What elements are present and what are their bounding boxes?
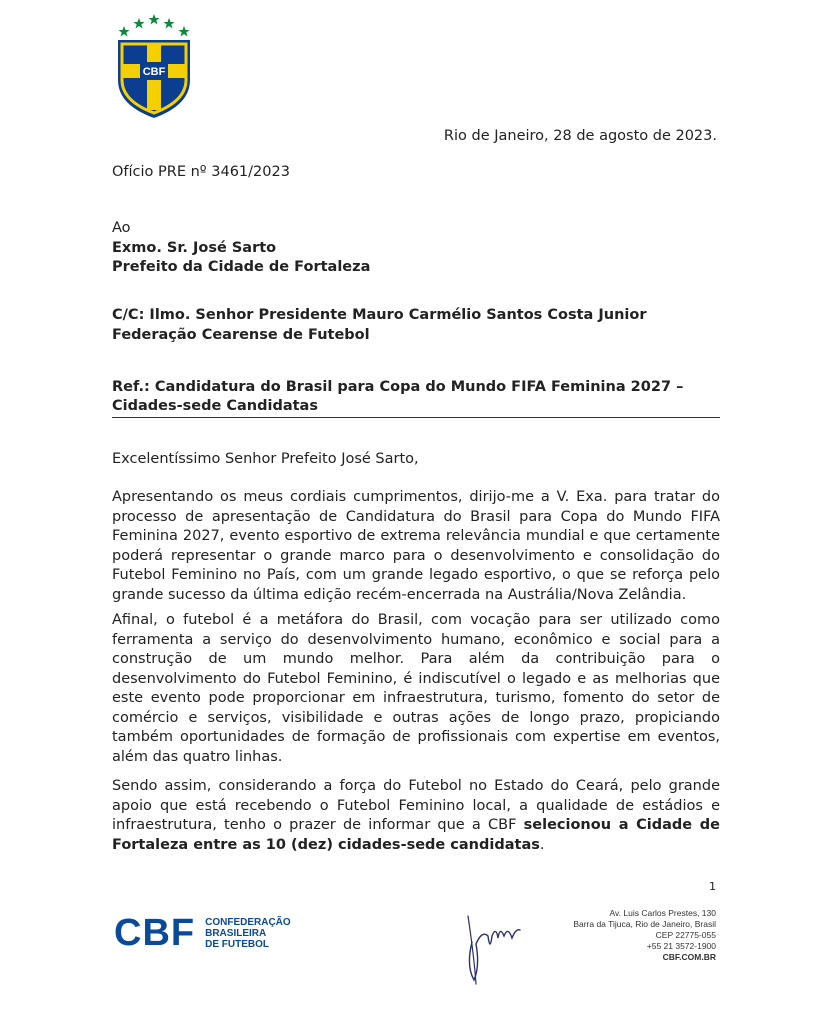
address-line-3: CEP 22775-055 [655,930,716,940]
signature-image [458,896,528,986]
paragraph-3-end: . [539,836,545,853]
paragraph-3-highlight: selecionou a Cidade de Fortaleza entre as 10 (dez) cidades-sede candidatas [112,817,720,853]
address-line-1: Av. Luis Carlos Prestes, 130 [609,908,716,918]
address-line-2: Barra da Tijuca, Rio de Janeiro, Brasil [573,919,716,929]
oficio-number: Ofício PRE nº 3461/2023 [112,164,290,180]
paragraph-3 [112,777,720,855]
website-link[interactable]: CBF.COM.BR [662,952,716,962]
phone-number: +55 21 3572-1900 [646,941,716,951]
cc-line-1: C/C: Ilmo. Senhor Presidente Mauro Carmélio Santos Costa Junior [112,307,647,323]
cc-line-2: Federação Cearense de Futebol [112,326,370,343]
crest-label: CBF [142,66,166,78]
recipient-to: Ao [112,220,131,236]
recipient-block [112,219,370,278]
footer-cbf-logo [114,914,291,952]
cbf-crest-logo [112,10,196,122]
cbf-name-line-1: CONFEDERAÇÃO [205,916,291,928]
paragraph-1: Apresentando os meus cordiais cumprimentos, dirijo-me a V. Exa. para tratar do processo de apresentação de Candidatura do Brasil para Copa do Mundo FIFA Feminina 2027, evento esportivo de extrema relevância mundial e que certamente poderá representar o grande marco para o desenvolvimento e consolidação do Futebol Feminino no País, com um grande legado esportivo, o que se reforça pelo grande sucesso da última edição recém-encerrada na Austrália/Nova Zelândia. [112,489,720,603]
cbf-full-name [205,917,291,950]
reference-line: Ref.: Candidatura do Brasil para Copa do Mundo FIFA Feminina 2027 – Cidades-sede Candidatas [112,378,720,418]
cc-block [112,306,646,345]
footer-address [573,908,716,963]
letter-date: Rio de Janeiro, 28 de agosto de 2023. [443,128,717,144]
recipient-name: Exmo. Sr. José Sarto [112,239,277,256]
cbf-name-line-3: DE FUTEBOL [205,938,269,950]
greeting: Excelentíssimo Senhor Prefeito José Sarto, [112,451,419,467]
cbf-wordmark: CBF [114,912,196,954]
crest-stars [119,14,190,37]
page-number: 1 [709,880,716,893]
paragraph-2: Afinal, o futebol é a metáfora do Brasil, com vocação para ser utilizado como ferramenta a serviço do desenvolvimento humano, econômico e social para a construção de um mundo melhor. Para além da contribuição para o desenvolvimento do Futebol Feminino, é indiscutível o legado e as melhorias que este evento pode proporcionar em infraestrutura, turismo, fomento do setor de comércio e serviços, visibilidade e outras ações de longo prazo, propiciando também oportunidades de formação de profissionais com expertise em eventos, além das quatro linhas. [112,612,720,765]
paragraph-3-start: Sendo assim, considerando a força do Futebol no Estado do Ceará, pelo grande apoio que está recebendo o Futebol Feminino local, a qualidade de estádios e infraestrutura, tenho o prazer de informar que a CBF [112,778,720,833]
cbf-name-line-2: BRASILEIRA [205,927,267,939]
recipient-title: Prefeito da Cidade de Fortaleza [112,259,371,275]
